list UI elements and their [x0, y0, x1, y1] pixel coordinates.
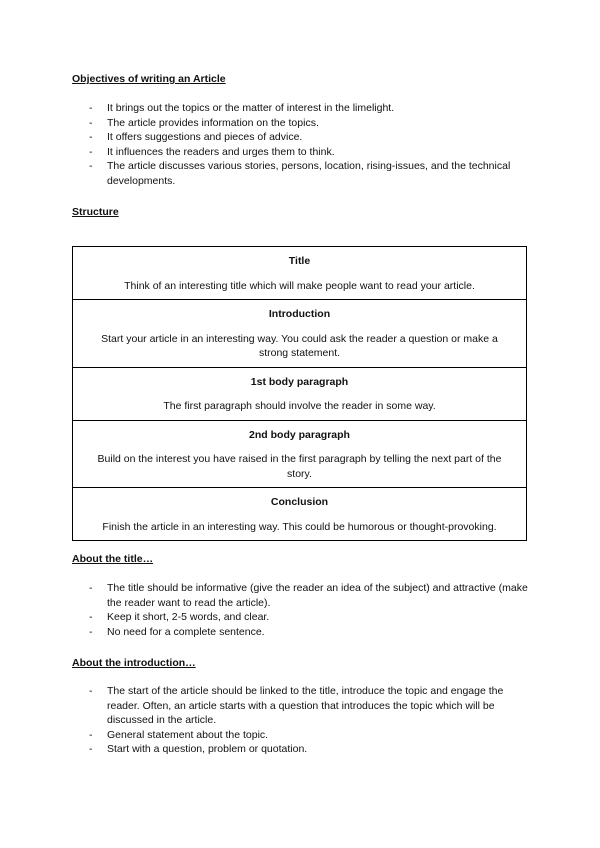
- objectives-heading: Objectives of writing an Article: [72, 73, 226, 85]
- list-item: - It influences the readers and urges them to think.: [72, 145, 532, 160]
- list-item: - Keep it short, 2-5 words, and clear.: [72, 610, 532, 625]
- section-title: 2nd body paragraph: [249, 428, 350, 441]
- structure-heading: Structure: [72, 206, 119, 218]
- structure-table: [72, 246, 527, 541]
- about-intro-heading: About the introduction…: [72, 657, 196, 669]
- about-intro-list: [72, 684, 532, 757]
- table-cell: [73, 488, 527, 541]
- about-title-heading: About the title…: [72, 553, 154, 565]
- about-title-list: [72, 581, 532, 639]
- list-item: - The article discusses various stories, persons, location, rising-issues, and the technical developments.: [72, 159, 532, 188]
- list-item: - No need for a complete sentence.: [72, 625, 532, 640]
- objectives-list: [72, 101, 532, 188]
- list-item: - It brings out the topics or the matter of interest in the limelight.: [72, 101, 532, 116]
- table-row: [73, 367, 527, 420]
- list-item: - It offers suggestions and pieces of advice.: [72, 130, 532, 145]
- section-title: Conclusion: [270, 496, 329, 508]
- section-text: Think of an interesting title which will make people want to read your article.: [124, 279, 475, 292]
- table-cell: [73, 367, 527, 420]
- section-title: Title: [288, 255, 311, 267]
- table-row: [73, 300, 527, 368]
- table-cell: [73, 300, 527, 368]
- section-title: Introduction: [268, 308, 331, 320]
- table-cell: [73, 420, 527, 488]
- list-item: - Start with a question, problem or quotation.: [72, 742, 532, 757]
- table-row: [73, 247, 527, 300]
- section-text: The first paragraph should involve the reader in some way.: [163, 400, 436, 412]
- section-text: Build on the interest you have raised in the first paragraph by telling the next part of the story.: [97, 453, 502, 480]
- list-item: - The article provides information on the topics.: [72, 116, 532, 131]
- list-item: - General statement about the topic.: [72, 728, 532, 743]
- list-item: - The title should be informative (give the reader an idea of the subject) and attractive (make the reader want to read the article).: [72, 581, 532, 610]
- table-row: [73, 420, 527, 488]
- list-item: - The start of the article should be linked to the title, introduce the topic and engage the reader. Often, an article starts with a question that introduces the topic which will be discussed in the article.: [72, 684, 532, 728]
- table-row: [73, 488, 527, 541]
- section-title: 1st body paragraph: [250, 375, 349, 388]
- section-text: Start your article in an interesting way. You could ask the reader a question or make a strong statement.: [101, 332, 498, 359]
- section-text: Finish the article in an interesting way. This could be humorous or thought-provoking.: [102, 520, 497, 533]
- table-cell: [73, 247, 527, 300]
